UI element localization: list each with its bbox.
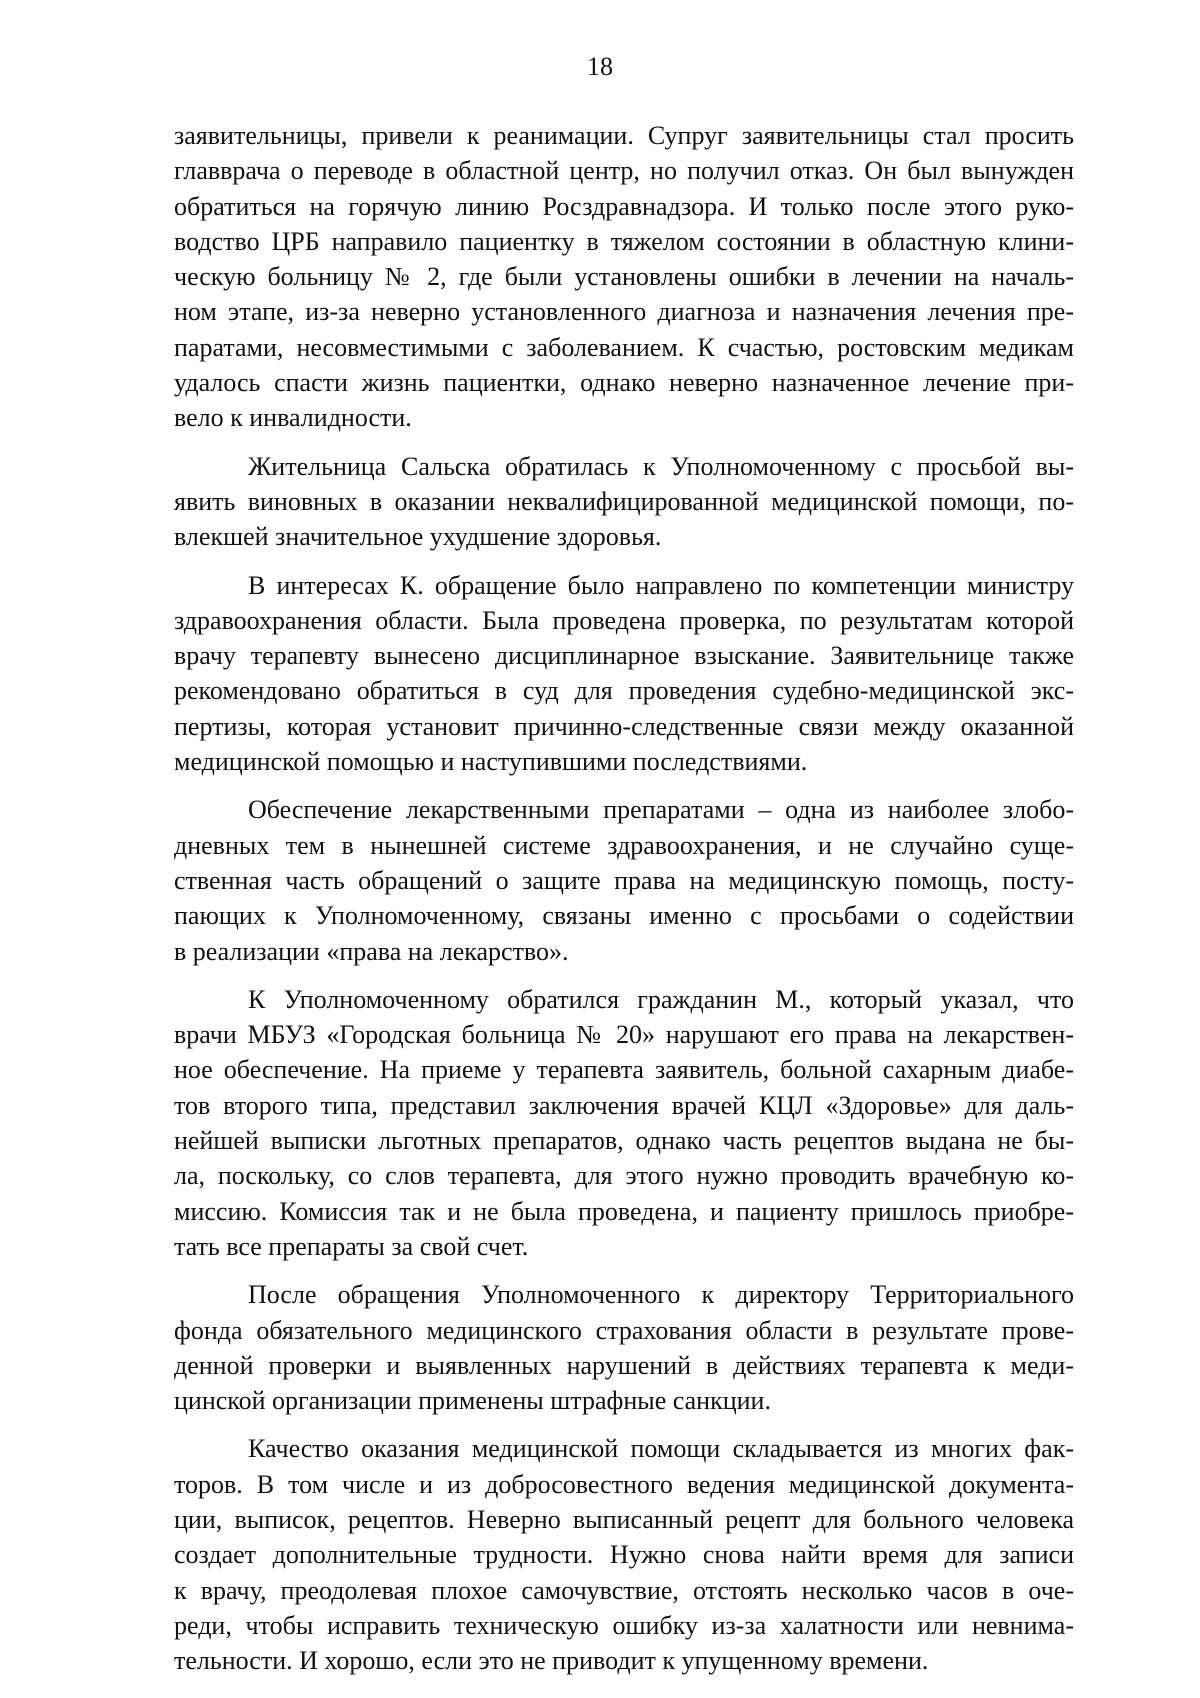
text-line: к врачу, преодолевая плохое самочувствие, отстоять несколько часов в оче-: [174, 1575, 1074, 1605]
text-line: явить виновных в оказании неквалифицированной медицинской помощи, по-: [174, 486, 1074, 516]
text-line: врачи МБУЗ «Городская больница № 20» нарушают его права на лекарствен-: [174, 1020, 1074, 1050]
text-line: заявительницы, привели к реанимации. Супруг заявительницы стал просить: [174, 121, 1074, 150]
text-line: ном этапе, из-за неверно установленного диагноза и назначения лечения пре-: [174, 297, 1074, 327]
text-line: После обращения Уполномоченного к директору Территориального: [248, 1280, 1074, 1310]
text-line: Жительница Сальска обратилась к Уполномоченному с просьбой вы-: [248, 451, 1074, 481]
text-line: В интересах К. обращение было направлено по компетенции министру: [248, 570, 1074, 600]
text-line: ции, выписок, рецептов. Неверно выписанный рецепт для больного человека: [174, 1504, 1074, 1534]
text-line: миссию. Комиссия так и не была проведена, и пациенту пришлось приобре-: [174, 1196, 1074, 1226]
text-line: ческую больницу № 2, где были установлены ошибки в лечении на началь-: [174, 262, 1074, 292]
text-line: К Уполномоченному обратился гражданин М., который указал, что: [248, 984, 1074, 1014]
document-body: [174, 118, 1074, 1691]
text-line: рекомендовано обратиться в суд для проведения судебно-медицинской экс-: [174, 676, 1074, 706]
text-line: дневных тем в нынешней системе здравоохранения, и не случайно суще-: [174, 830, 1074, 860]
text-line: обратиться на горячую линию Росздравнадзора. И только после этого руко-: [174, 191, 1074, 221]
text-line: ное обеспечение. На приеме у терапевта заявитель, больной сахарным диабе-: [174, 1055, 1074, 1085]
text-line: Качество оказания медицинской помощи складывается из многих фак-: [248, 1434, 1074, 1464]
paragraph-1: [174, 118, 1074, 436]
paragraph-5: [174, 982, 1074, 1264]
text-line: паратами, несовместимыми с заболеванием. К счастью, ростовским медикам: [174, 332, 1074, 362]
text-line: тов второго типа, представил заключения врачей КЦЛ «Здоровье» для даль-: [174, 1090, 1074, 1120]
text-line: создает дополнительные трудности. Нужно снова найти время для записи: [174, 1540, 1074, 1570]
text-line: удалось спасти жизнь пациентки, однако неверно назначенное лечение при-: [174, 368, 1074, 398]
text-line: фонда обязательного медицинского страхования области в результате прове-: [174, 1315, 1074, 1345]
page-number: 18: [587, 52, 613, 81]
text-line: влекшей значительное ухудшение здоровья.: [174, 522, 662, 552]
text-line: денной проверки и выявленных нарушений в действиях терапевта к меди-: [174, 1350, 1074, 1380]
text-line: главврача о переводе в областной центр, но получил отказ. Он был вынужден: [174, 156, 1074, 186]
paragraph-6: [174, 1277, 1074, 1418]
text-line: ла, поскольку, со слов терапевта, для этого нужно проводить врачебную ко-: [174, 1161, 1074, 1191]
paragraph-2: [174, 449, 1074, 555]
text-line: Обеспечение лекарственными препаратами – одна из наиболее злобо-: [248, 795, 1074, 825]
text-line: врачу терапевту вынесено дисциплинарное взыскание. Заявительнице также: [174, 641, 1074, 671]
paragraph-3: [174, 568, 1074, 780]
text-line: тать все препараты за свой счет.: [174, 1231, 529, 1261]
text-line: пертизы, которая установит причинно-следственные связи между оказанной: [174, 711, 1074, 741]
text-line: в реализации «права на лекарство».: [174, 936, 569, 966]
paragraph-7: [174, 1431, 1074, 1678]
text-line: торов. В том числе и из добросовестного ведения медицинской документа-: [174, 1469, 1074, 1499]
text-line: пающих к Уполномоченному, связаны именно с просьбами о содействии: [174, 901, 1074, 931]
paragraph-4: [174, 792, 1074, 968]
text-line: нейшей выписки льготных препаратов, однако часть рецептов выдана не бы-: [174, 1126, 1074, 1156]
text-line: здравоохранения области. Была проведена проверка, по результатам которой: [174, 605, 1074, 635]
text-line: вело к инвалидности.: [174, 403, 412, 433]
text-line: медицинской помощью и наступившими последствиями.: [174, 747, 808, 777]
text-line: ственная часть обращений о защите права на медицинскую помощь, посту-: [174, 865, 1074, 895]
text-line: цинской организации применены штрафные санкции.: [174, 1386, 771, 1416]
text-line: реди, чтобы исправить техническую ошибку из-за халатности или невнима-: [174, 1610, 1074, 1640]
text-line: тельности. И хорошо, если это не приводит к упущенному времени.: [174, 1646, 929, 1676]
text-line: водство ЦРБ направило пациентку в тяжелом состоянии в областную клини-: [174, 226, 1074, 256]
